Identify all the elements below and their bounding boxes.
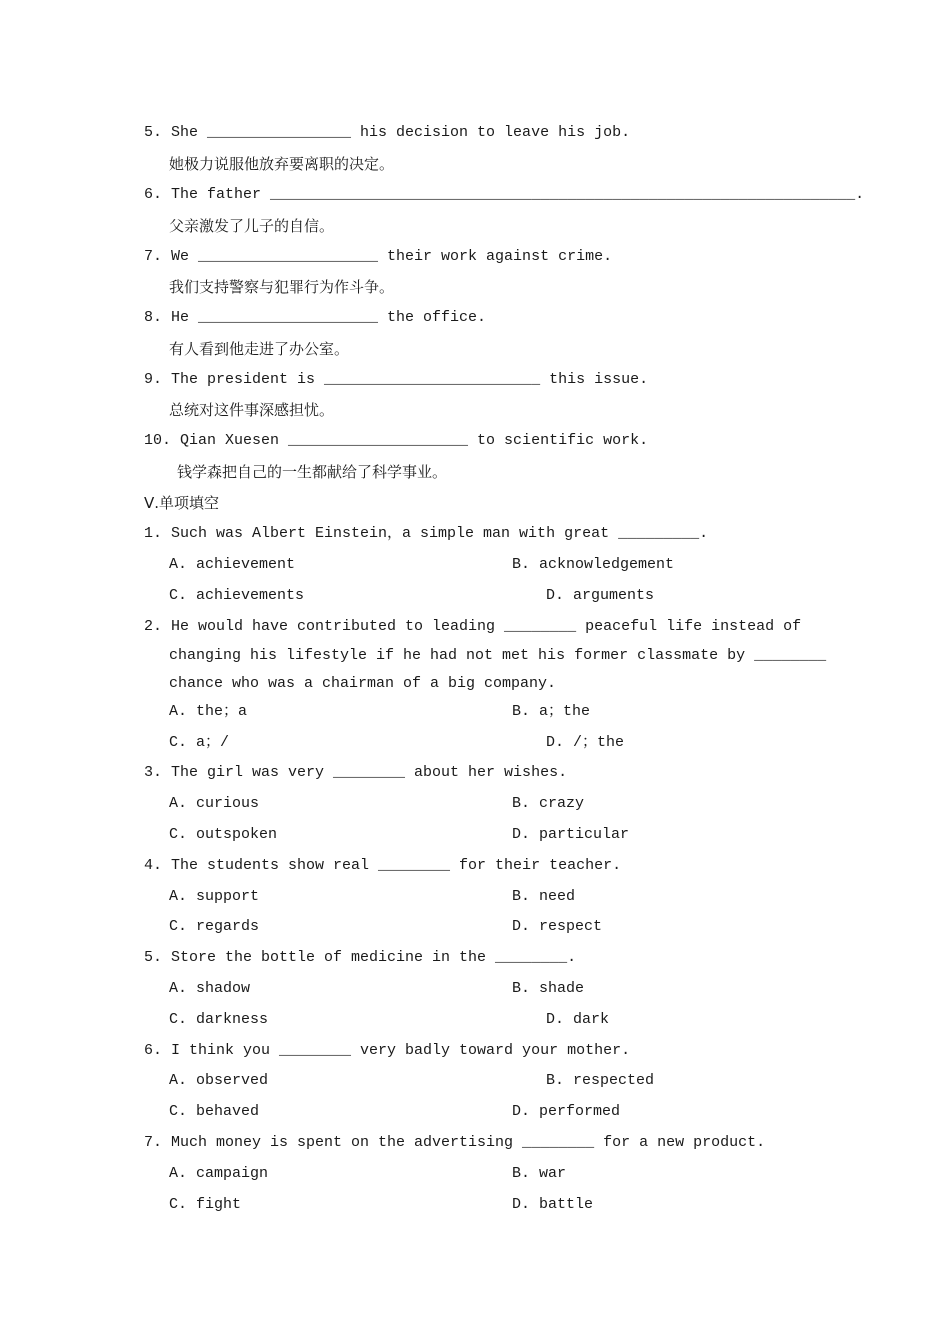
question-4-option-d: D. respect bbox=[512, 918, 603, 935]
question-7-option-c: C. fight bbox=[169, 1196, 242, 1213]
translation-item-9-en: 9. The president is ________________________ this issue. bbox=[144, 371, 649, 388]
question-1-option-c: C. achievements bbox=[169, 587, 305, 604]
question-2-option-a: A. the；a bbox=[169, 703, 248, 720]
translation-item-6-zh: 父亲激发了儿子的自信。 bbox=[169, 217, 335, 235]
translation-item-7-en: 7. We ____________________ their work against crime. bbox=[144, 248, 613, 265]
section-title: Ⅴ.单项填空 bbox=[144, 494, 220, 512]
translation-item-6-en: 6. The father _________________________________________________________________. bbox=[144, 186, 865, 203]
question-6-option-c: C. behaved bbox=[169, 1103, 260, 1120]
question-7-option-d: D. battle bbox=[512, 1196, 594, 1213]
question-6-stem: 6. I think you ________ very badly toward your mother. bbox=[144, 1042, 631, 1059]
question-1-stem: 1. Such was Albert Einstein，a simple man with great _________. bbox=[144, 525, 709, 542]
question-3-option-c: C. outspoken bbox=[169, 826, 278, 843]
question-1-option-b: B. acknowledgement bbox=[512, 556, 675, 573]
question-6-option-d: D. performed bbox=[512, 1103, 621, 1120]
question-2-stem-line-1: 2. He would have contributed to leading ________ peaceful life instead of bbox=[144, 618, 802, 635]
question-5-option-c: C. darkness bbox=[169, 1011, 269, 1028]
question-7-stem: 7. Much money is spent on the advertising ________ for a new product. bbox=[144, 1134, 766, 1151]
translation-item-10-zh: 钱学森把自己的一生都献给了科学事业。 bbox=[177, 463, 448, 481]
translation-item-7-zh: 我们支持警察与犯罪行为作斗争。 bbox=[169, 278, 395, 296]
question-3-option-d: D. particular bbox=[512, 826, 630, 843]
question-5-option-b: B. shade bbox=[512, 980, 585, 997]
question-3-option-a: A. curious bbox=[169, 795, 260, 812]
question-5-option-d: D. dark bbox=[546, 1011, 610, 1028]
question-4-option-a: A. support bbox=[169, 888, 260, 905]
question-4-option-c: C. regards bbox=[169, 918, 260, 935]
question-5-stem: 5. Store the bottle of medicine in the ________. bbox=[144, 949, 577, 966]
question-2-stem-line-3: chance who was a chairman of a big company. bbox=[169, 675, 557, 692]
question-3-option-b: B. crazy bbox=[512, 795, 585, 812]
translation-item-9-zh: 总统对这件事深感担忧。 bbox=[169, 401, 335, 419]
question-1-option-a: A. achievement bbox=[169, 556, 296, 573]
question-2-option-b: B. a；the bbox=[512, 703, 591, 720]
question-1-option-d: D. arguments bbox=[546, 587, 655, 604]
question-4-option-b: B. need bbox=[512, 888, 576, 905]
question-6-option-a: A. observed bbox=[169, 1072, 269, 1089]
question-2-stem-line-2: changing his lifestyle if he had not met his former classmate by ________ bbox=[169, 647, 827, 664]
question-3-stem: 3. The girl was very ________ about her wishes. bbox=[144, 764, 568, 781]
question-7-option-b: B. war bbox=[512, 1165, 567, 1182]
translation-item-8-en: 8. He ____________________ the office. bbox=[144, 309, 487, 326]
question-6-option-b: B. respected bbox=[546, 1072, 655, 1089]
question-2-option-c: C. a；/ bbox=[169, 734, 230, 751]
question-2-option-d: D. /；the bbox=[546, 734, 625, 751]
translation-item-5-en: 5. She ________________ his decision to leave his job. bbox=[144, 124, 631, 141]
question-4-stem: 4. The students show real ________ for their teacher. bbox=[144, 857, 622, 874]
question-5-option-a: A. shadow bbox=[169, 980, 251, 997]
translation-item-8-zh: 有人看到他走进了办公室。 bbox=[169, 340, 350, 358]
translation-item-5-zh: 她极力说服他放弃要离职的决定。 bbox=[169, 155, 395, 173]
question-7-option-a: A. campaign bbox=[169, 1165, 269, 1182]
translation-item-10-en: 10. Qian Xuesen ____________________ to scientific work. bbox=[144, 432, 649, 449]
